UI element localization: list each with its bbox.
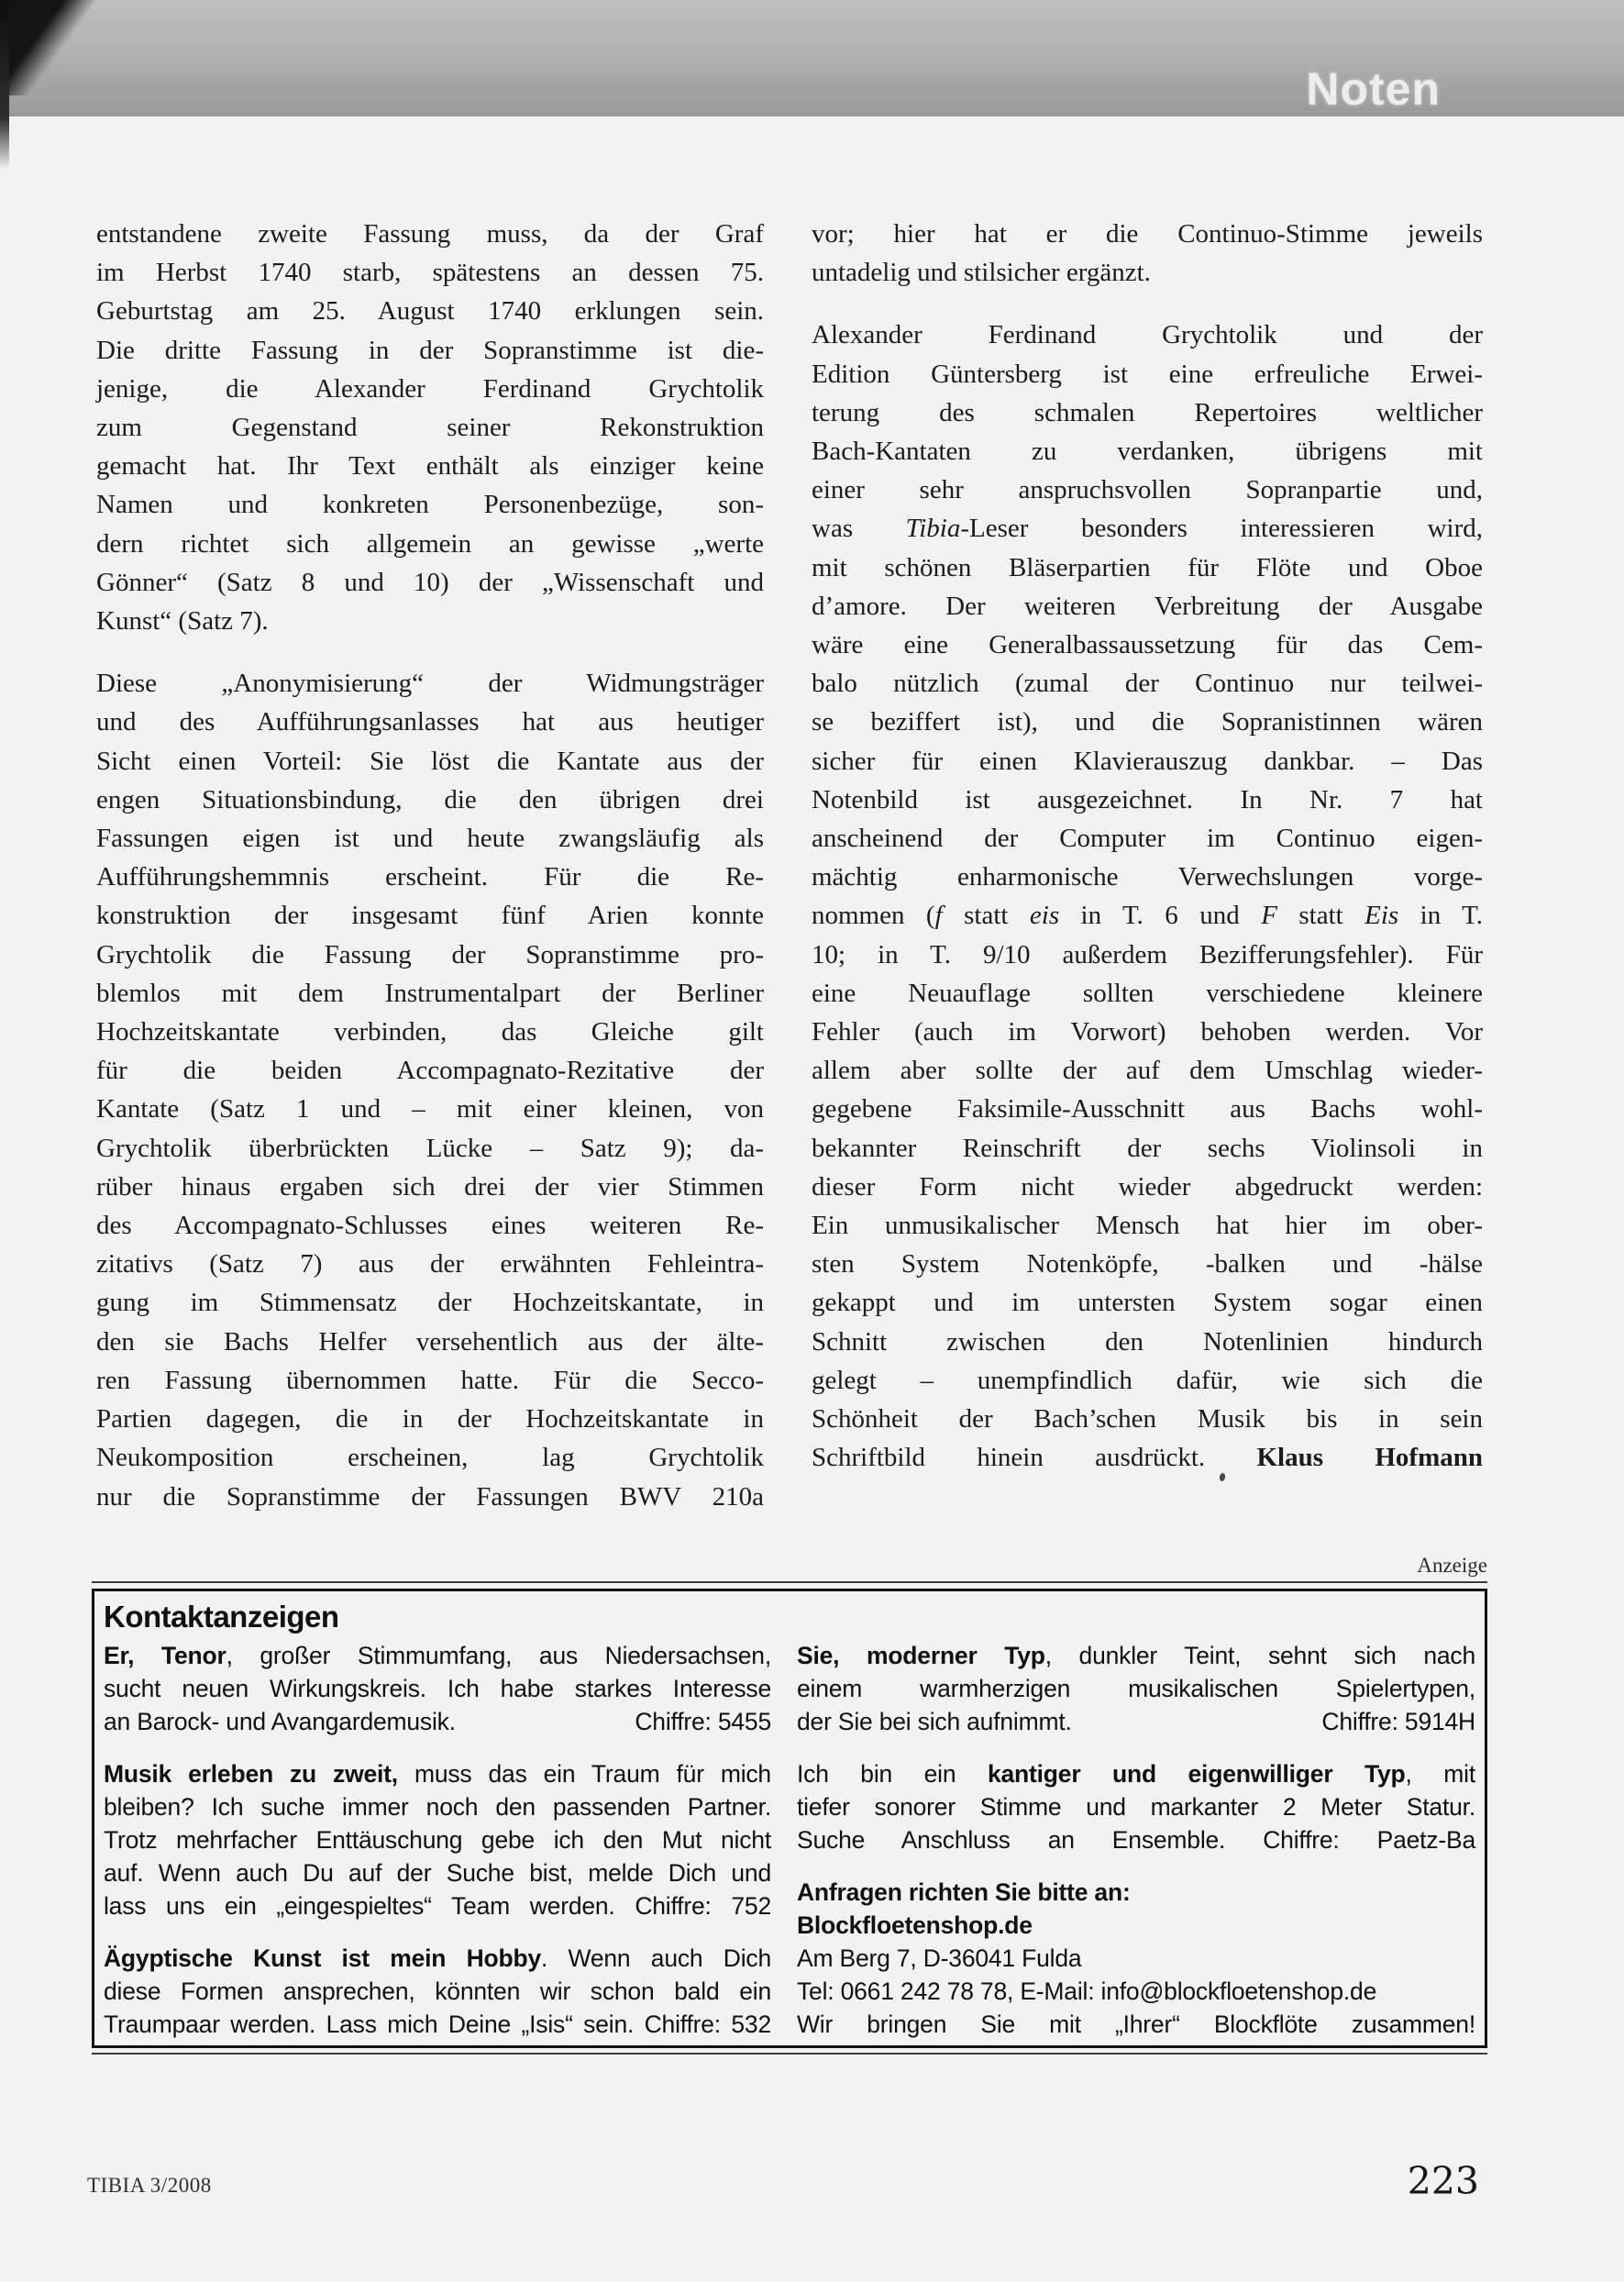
text-line (96, 1323, 764, 1361)
text-line (96, 525, 764, 563)
ad-item (104, 1639, 771, 1738)
text-line (96, 1051, 764, 1090)
text-segment: Klaus Hofmann (1256, 1443, 1483, 1473)
text-segment: Trotz mehrfacher Enttäuschung gebe ich den Mut nicht (104, 1826, 771, 1854)
text-line (104, 1790, 771, 1823)
text-line (812, 1129, 1483, 1168)
text-segment: balo nützlich (zumal der Continuo nur teilwei- (812, 669, 1483, 699)
text-line (104, 1672, 771, 1705)
text-line (812, 355, 1483, 393)
text-line (797, 1942, 1475, 1975)
text-segment: Wir bringen Sie mit „Ihrer“ Blockflöte zusammen! (797, 2011, 1475, 2038)
classifieds-right-column (797, 1639, 1475, 2041)
text-segment: . Wenn auch Dich (541, 1944, 771, 1972)
text-line (104, 1889, 771, 1922)
text-segment: konstruktion der insgesamt fünf Arien konnte (96, 901, 764, 931)
text-line (812, 548, 1483, 587)
text-line (797, 1909, 1475, 1942)
text-line (96, 370, 764, 408)
text-segment: gemacht hat. Ihr Text enthält als einziger keine (96, 451, 764, 482)
text-segment: mächtig enharmonische Verwechslungen vorge- (812, 862, 1483, 892)
scan-edge-shadow (0, 0, 9, 170)
article-left-column (96, 215, 764, 1516)
text-segment: bekannter Reinschrift der sechs Violinsoli in (812, 1133, 1483, 1163)
text-segment: bleiben? Ich suche immer noch den passenden Partner. (104, 1793, 771, 1821)
text-line (104, 2008, 771, 2041)
text-segment: Tibia (905, 514, 961, 544)
text-segment: entstandene zweite Fassung muss, da der Graf (96, 219, 764, 249)
text-segment: gekappt und im untersten System sogar einen (812, 1288, 1483, 1318)
text-segment: an Barock- und Avangardemusik. (104, 1708, 456, 1735)
text-line (812, 936, 1483, 974)
text-segment: zum Gegenstand seiner Rekonstruktion (96, 413, 764, 443)
text-segment: , mit (1405, 1760, 1475, 1788)
scan-speck (1219, 1472, 1226, 1481)
ad-line-text (104, 1705, 456, 1738)
text-segment: Notenbild ist ausgezeichnet. In Nr. 7 hat (812, 784, 1483, 814)
text-segment: gegebene Faksimile-Ausschnitt aus Bachs wohl- (812, 1094, 1483, 1124)
text-segment: gung im Stimmensatz der Hochzeitskantate, in (96, 1288, 764, 1318)
text-line (812, 819, 1483, 858)
text-segment: f (934, 901, 943, 931)
text-segment: F (1261, 901, 1277, 931)
text-line (797, 1876, 1475, 1909)
text-line (104, 1639, 771, 1672)
text-line (104, 1942, 771, 1975)
text-segment: 10; in T. 9/10 außerdem Bezifferungsfehler). Für (812, 939, 1483, 969)
text-segment: Anfragen richten Sie bitte an: (797, 1878, 1131, 1906)
text-segment: Sicht einen Vorteil: Sie löst die Kantate aus der (96, 746, 764, 776)
text-segment: Grychtolik die Fassung der Sopranstimme pro- (96, 939, 764, 969)
text-segment: und des Aufführungsanlasses hat aus heutiger (96, 707, 764, 737)
text-segment: Musik erleben zu zweit, (104, 1760, 398, 1788)
text-line (104, 1856, 771, 1889)
text-line (812, 471, 1483, 509)
classifieds-outer-rule (92, 1581, 1487, 2055)
text-segment: eis (1029, 901, 1060, 931)
footer-page-number: 223 (1407, 2159, 1479, 2203)
text-line (96, 742, 764, 781)
ad-item (797, 1757, 1475, 1856)
text-line (96, 1283, 764, 1322)
text-segment: nur die Sopranstimme der Fassungen BWV 210a (96, 1481, 764, 1512)
text-segment: dieser Form nicht wieder abgedruckt werden: (812, 1171, 1483, 1202)
text-line (812, 1090, 1483, 1128)
text-line (96, 602, 764, 640)
text-segment: diese Formen ansprechen, könnten wir schon bald ein (104, 1977, 771, 2005)
text-line (96, 1129, 764, 1168)
text-segment: statt (942, 901, 1030, 931)
text-segment: Grychtolik überbrückten Lücke – Satz 9); da- (96, 1133, 764, 1163)
article-right-column (812, 215, 1483, 1478)
text-segment: se beziffert ist), und die Sopranistinnen wären (812, 707, 1483, 737)
text-line (96, 974, 764, 1013)
text-line (104, 1757, 771, 1790)
text-segment: Tel: 0661 242 78 78, E-Mail: info@blockfloetenshop.de (797, 1977, 1377, 2005)
text-segment: blemlos mit dem Instrumentalpart der Berliner (96, 978, 764, 1008)
text-segment: Ägyptische Kunst ist mein Hobby (104, 1944, 542, 1972)
scan-corner-shadow (0, 0, 108, 95)
text-segment: Kantate (Satz 1 und – mit einer kleinen, von (96, 1094, 764, 1124)
text-line (96, 1400, 764, 1438)
ad-line (797, 1705, 1475, 1738)
text-segment: zitativs (Satz 7) aus der erwähnten Fehleintra- (96, 1249, 764, 1279)
ad-item (104, 1942, 771, 2041)
text-segment: engen Situationsbindung, die den übrigen drei (96, 784, 764, 814)
text-line (812, 1206, 1483, 1245)
text-segment: , großer Stimmumfang, aus Niedersachsen, (226, 1642, 771, 1669)
text-line (797, 1975, 1475, 2008)
text-segment: Gönner“ (Satz 8 und 10) der „Wissenschaft und (96, 567, 764, 597)
text-segment: tiefer sonorer Stimme und markanter 2 Meter Statur. (797, 1793, 1475, 1821)
text-segment: Fassungen eigen ist und heute zwangsläufig als (96, 824, 764, 854)
text-segment: Partien dagegen, die in der Hochzeitskantate in (96, 1404, 764, 1435)
classifieds-title: Kontaktanzeigen (104, 1600, 339, 1634)
text-line (104, 1975, 771, 2008)
text-line (96, 1245, 764, 1283)
text-segment: -Leser besonders interessieren wird, (960, 514, 1483, 544)
text-segment: Schriftbild hinein ausdrückt. (812, 1443, 1257, 1473)
text-segment: den sie Bachs Helfer versehentlich aus der älte- (96, 1326, 764, 1357)
text-line (96, 292, 764, 330)
classifieds-box (92, 1589, 1487, 2048)
text-segment: jenige, die Alexander Ferdinand Grychtolik (96, 373, 764, 404)
text-line (812, 509, 1483, 548)
paragraph (96, 215, 764, 640)
text-line (797, 1790, 1475, 1823)
ad-item (797, 1639, 1475, 1738)
text-segment: mit schönen Bläserpartien für Flöte und Oboe (812, 552, 1483, 582)
text-line (797, 2008, 1475, 2041)
text-line (96, 253, 764, 292)
text-line (812, 1168, 1483, 1206)
text-segment: sicher für einen Klavierauszug dankbar. – Das (812, 746, 1483, 776)
text-segment: in T. 6 und (1059, 901, 1262, 931)
text-line (812, 316, 1483, 354)
text-segment: ren Fassung übernommen hatte. Für die Secco- (96, 1365, 764, 1395)
text-line (812, 1361, 1483, 1400)
text-segment: Edition Güntersberg ist eine erfreuliche Erwei- (812, 359, 1483, 389)
text-line (812, 1283, 1483, 1322)
text-segment: einer sehr anspruchsvollen Sopranpartie und, (812, 475, 1483, 505)
text-line (96, 1361, 764, 1400)
text-segment: Die dritte Fassung in der Sopranstimme ist die- (96, 335, 764, 365)
text-line (96, 215, 764, 253)
text-line (96, 563, 764, 602)
text-segment: des Accompagnato-Schlusses eines weiteren Re- (96, 1211, 764, 1241)
text-line (812, 587, 1483, 626)
text-line (812, 703, 1483, 741)
text-line (812, 974, 1483, 1013)
text-line (812, 1400, 1483, 1438)
text-line (96, 408, 764, 447)
section-label: Noten (1306, 63, 1441, 115)
text-segment: Sie, moderner Typ (797, 1642, 1045, 1669)
text-line (812, 393, 1483, 432)
footer-journal: TIBIA 3/2008 (87, 2174, 212, 2197)
classifieds-columns (104, 1639, 1475, 2041)
text-segment: nommen ( (812, 901, 935, 931)
text-line (96, 447, 764, 485)
text-line (812, 1013, 1483, 1051)
text-segment: Diese „Anonymisierung“ der Widmungsträger (96, 669, 764, 699)
text-line (812, 253, 1483, 292)
text-segment: Eis (1364, 901, 1399, 931)
text-segment: kantiger und eigenwilliger Typ (987, 1760, 1406, 1788)
text-line (96, 1478, 764, 1516)
text-segment: Schönheit der Bach’schen Musik bis in sein (812, 1404, 1483, 1435)
text-segment: , dunkler Teint, sehnt sich nach (1044, 1642, 1475, 1669)
text-segment: Blockfloetenshop.de (797, 1911, 1033, 1939)
chiffre: Chiffre: 5455 (635, 1708, 771, 1735)
text-line (96, 936, 764, 974)
text-line (96, 331, 764, 370)
text-line (797, 1672, 1475, 1705)
text-line (812, 742, 1483, 781)
text-segment: für die beiden Accompagnato-Rezitative der (96, 1056, 764, 1086)
text-segment: statt (1276, 901, 1365, 931)
text-line (797, 1639, 1475, 1672)
text-segment: gelegt – unempfindlich dafür, wie sich die (812, 1365, 1483, 1395)
text-line (96, 781, 764, 819)
text-line (96, 1438, 764, 1477)
text-segment: dern richtet sich allgemein an gewisse „werte (96, 528, 764, 559)
text-line (96, 896, 764, 935)
text-segment: was (812, 514, 906, 544)
text-segment: anscheinend der Computer im Continuo eigen- (812, 824, 1483, 854)
text-segment: Er, Tenor (104, 1642, 226, 1669)
text-segment: d’amore. Der weiteren Verbreitung der Ausgabe (812, 591, 1483, 621)
text-line (96, 1013, 764, 1051)
text-line (104, 1823, 771, 1856)
paragraph (96, 664, 764, 1515)
text-segment: vor; hier hat er die Continuo-Stimme jeweils (812, 219, 1483, 249)
text-segment: Fehler (auch im Vorwort) behoben werden. Vor (812, 1017, 1483, 1047)
text-line (812, 781, 1483, 819)
text-segment: Kunst“ (Satz 7). (96, 606, 269, 637)
text-line (96, 1168, 764, 1206)
text-segment: Ich bin ein (797, 1760, 988, 1788)
ad-item (104, 1757, 771, 1922)
text-line (797, 1757, 1475, 1790)
text-segment: terung des schmalen Repertoires weltlicher (812, 397, 1483, 427)
text-line (96, 1206, 764, 1245)
text-segment: einem warmherzigen musikalischen Spielertypen, (797, 1675, 1475, 1702)
text-line (812, 432, 1483, 471)
text-segment: Traumpaar werden. Lass mich Deine „Isis“ sein. Chiffre: 532 (104, 2011, 771, 2038)
classifieds-left-column (104, 1639, 771, 2041)
text-segment: Bach-Kantaten zu verdanken, übrigens mit (812, 437, 1483, 467)
text-line (96, 858, 764, 896)
text-line (812, 1323, 1483, 1361)
text-line (812, 1051, 1483, 1090)
advert-label: Anzeige (1417, 1554, 1487, 1577)
text-line (812, 1245, 1483, 1283)
paragraph (812, 316, 1483, 1477)
text-segment: rüber hinaus ergaben sich drei der vier Stimmen (96, 1171, 764, 1202)
text-line (797, 1823, 1475, 1856)
text-line (812, 215, 1483, 253)
text-segment: lass uns ein „eingespieltes“ Team werden. Chiffre: 752 (104, 1892, 771, 1920)
text-segment: untadelig und stilsicher ergänzt. (812, 258, 1151, 288)
text-segment: muss das ein Traum für mich (397, 1760, 771, 1788)
header-band (0, 0, 1624, 116)
ad-line-text (797, 1705, 1072, 1738)
text-line (812, 1438, 1483, 1477)
text-line (96, 1090, 764, 1128)
text-line (812, 626, 1483, 664)
text-segment: Ein unmusikalischer Mensch hat hier im ober- (812, 1211, 1483, 1241)
text-line (96, 485, 764, 524)
text-segment: auf. Wenn auch Du auf der Suche bist, melde Dich und (104, 1859, 771, 1887)
text-segment: der Sie bei sich aufnimmt. (797, 1708, 1072, 1735)
text-segment: Aufführungshemmnis erscheint. Für die Re- (96, 862, 764, 892)
chiffre: Chiffre: 5914H (1321, 1708, 1475, 1735)
text-line (812, 858, 1483, 896)
text-segment: sten System Notenköpfe, -balken und -hälse (812, 1249, 1483, 1279)
text-segment: im Herbst 1740 starb, spätestens an dessen 75. (96, 258, 764, 288)
paragraph (812, 215, 1483, 292)
text-line (96, 703, 764, 741)
ad-item (797, 1876, 1475, 2041)
text-line (812, 664, 1483, 703)
text-segment: Namen und konkreten Personenbezüge, son- (96, 490, 764, 520)
text-line (96, 819, 764, 858)
text-segment: Alexander Ferdinand Grychtolik und der (812, 320, 1483, 350)
text-segment: Suche Anschluss an Ensemble. Chiffre: Paetz-Ba (797, 1826, 1475, 1854)
text-segment: sucht neuen Wirkungskreis. Ich habe starkes Interesse (104, 1675, 771, 1702)
text-segment: Neukomposition erscheinen, lag Grychtolik (96, 1443, 764, 1473)
text-line (812, 896, 1483, 935)
text-segment: eine Neuauflage sollten verschiedene kleinere (812, 978, 1483, 1008)
text-line (96, 664, 764, 703)
text-segment: wäre eine Generalbassaussetzung für das Cem- (812, 630, 1483, 660)
text-segment: allem aber sollte der auf dem Umschlag wieder- (812, 1056, 1483, 1086)
ad-line (104, 1705, 771, 1738)
text-segment: Geburtstag am 25. August 1740 erklungen sein. (96, 296, 764, 327)
text-segment: Am Berg 7, D-36041 Fulda (797, 1944, 1082, 1972)
text-segment: Hochzeitskantate verbinden, das Gleiche gilt (96, 1017, 764, 1047)
text-segment: Schnitt zwischen den Notenlinien hindurch (812, 1326, 1483, 1357)
text-segment: in T. (1398, 901, 1483, 931)
